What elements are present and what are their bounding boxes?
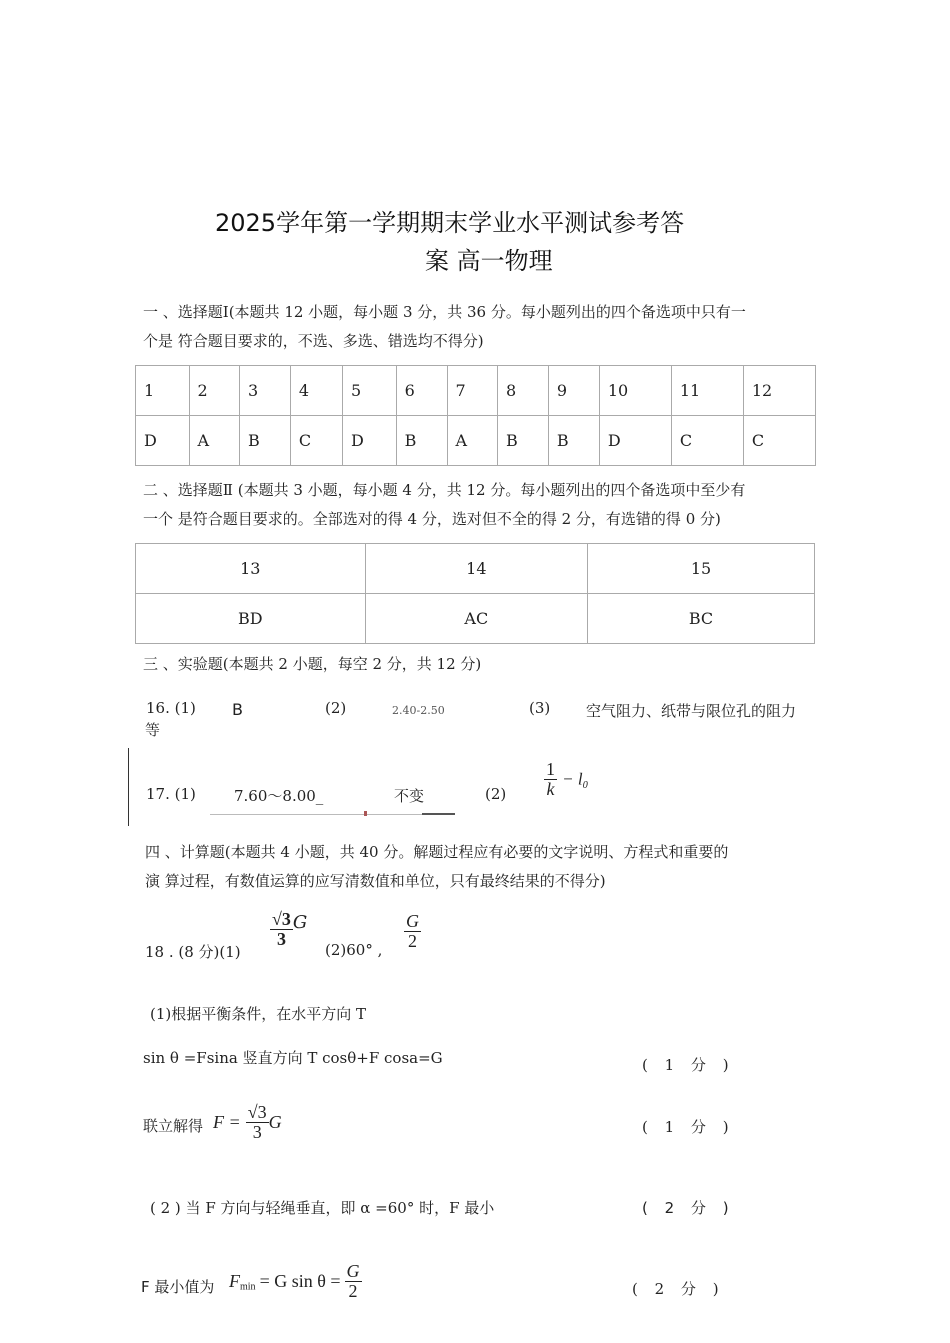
section4-line1: 四 、计算题(本题共 4 小题，共 40 分。解题过程应有必要的文字说明、方程式和重要的 [145,843,729,861]
q16-label: 16. (1) [146,699,196,717]
solution-step-5: F 最小值为 [141,1278,215,1296]
formula-num: 1 [546,759,555,779]
q18-part-2: (2)60° , [325,941,383,959]
formula-lhs: F [229,1270,240,1291]
title-line-2: 案 高一物理 [425,247,553,275]
formula-lhs: F = [213,1111,241,1132]
table1-number-cell: 10 [599,366,671,416]
formula-num: √3 [247,1102,267,1122]
table1-number-cell: 5 [343,366,397,416]
section1-line1: 一 、选择题Ⅰ(本题共 12 小题，每小题 3 分，共 36 分。每小题列出的四个备选项中只有一 [143,303,746,321]
underline-dark [422,813,455,815]
table1-number-cell: 1 [136,366,190,416]
q18-label: 18 . (8 分)(1) [145,943,241,961]
q18-formula-2 [404,912,421,951]
formula-den: k [546,778,555,799]
table1-answer-cell: D [343,416,397,466]
formula-den: 3 [276,928,286,949]
table1-number-cell: 11 [671,366,743,416]
answer-table-2 [135,543,815,644]
table1-number-cell: 12 [743,366,815,416]
margin-line [128,748,129,826]
q16-answer-3: 空气阻力、纸带与限位孔的阻力 [586,702,797,720]
table2-answer-cell: BD [136,594,366,644]
table1-answer-cell: C [290,416,342,466]
q16-part-2: (2) [325,699,347,717]
title-line-1: 2025学年第一学期期末学业水平测试参考答 [215,209,685,237]
solution-step-2: sin θ =Fsina 竖直方向 T cosθ+F cosa=G [143,1049,443,1067]
q17-answer-2-formula [544,760,588,799]
table2-number-cell: 14 [365,544,587,594]
q17-label: 17. (1) [146,785,196,803]
score-2: ( 1 分 ) [642,1118,735,1136]
solution-formula-3 [213,1103,282,1142]
table1-answer-cell: B [548,416,599,466]
solution-step-4: ( 2 ) 当 F 方向与轻绳垂直，即 α =60° 时，F 最小 [150,1199,495,1217]
formula-sub: min [240,1281,256,1293]
table1-answer-cell: C [743,416,815,466]
underline [210,814,454,815]
q16-part-3: (3) [529,699,551,717]
formula-var: G [292,911,308,933]
section1-line2: 个是 符合题目要求的，不选、多选、错选均不得分) [143,332,484,350]
table1-answer-cell: A [447,416,497,466]
q16-answer-3-cont: 等 [145,721,161,739]
table1-answer-cell: D [599,416,671,466]
formula-rest: − l₀ [562,769,589,789]
q16-answer-2: 2.40-2.50 [392,704,445,717]
formula-den: 2 [408,930,417,951]
table2-number-cell: 15 [588,544,815,594]
formula-var: G [268,1111,282,1132]
solution-step-1: (1)根据平衡条件，在水平方向 T [150,1005,367,1023]
table1-answer-cell: A [189,416,239,466]
table2-number-cell: 13 [136,544,366,594]
table1-answer-cell: D [136,416,190,466]
q16-answer-1: B [232,700,243,719]
table1-number-cell: 7 [447,366,497,416]
underline-mark [364,811,367,816]
formula-num: G [346,1261,360,1281]
table2-answer-cell: AC [365,594,587,644]
formula-mid: = G sin θ = [259,1270,341,1291]
table1-number-cell: 8 [497,366,548,416]
q17-answer-1b: 不变 [394,787,425,805]
table1-number-cell: 2 [189,366,239,416]
table1-answer-cell: B [396,416,447,466]
table1-number-cell: 4 [290,366,342,416]
table1-number-cell: 6 [396,366,447,416]
formula-den: 2 [348,1280,358,1301]
q17-answer-1: 7.60～8.00_ [234,787,324,805]
section4-line2: 演 算过程，有数值运算的应写清数值和单位，只有最终结果的不得分) [145,872,606,890]
solution-step-3: 联立解得 [143,1117,204,1135]
score-3: ( 2 分 ) [642,1199,735,1217]
table1-answer-cell: B [497,416,548,466]
formula-den: 3 [252,1121,262,1142]
score-4: ( 2 分 ) [632,1280,725,1298]
score-1: ( 1 分 ) [642,1056,735,1074]
answer-table-1 [135,365,816,466]
table1-number-cell: 3 [239,366,290,416]
section3-heading: 三 、实验题(本题共 2 小题，每空 2 分，共 12 分) [143,655,482,673]
q17-part-2: (2) [485,785,507,803]
formula-num: √3 [272,909,291,929]
table2-answer-cell: BC [588,594,815,644]
formula-num: G [406,911,419,931]
q18-formula-1 [270,910,307,949]
table1-number-cell: 9 [548,366,599,416]
solution-formula-5 [229,1262,362,1301]
section2-line1: 二 、选择题Ⅱ (本题共 3 小题，每小题 4 分，共 12 分。每小题列出的四个备选项中至少有 [143,481,746,499]
table1-answer-cell: B [239,416,290,466]
section2-line2: 一个 是符合题目要求的。全部选对的得 4 分，选对但不全的得 2 分，有选错的得 0 分) [143,510,721,528]
table1-answer-cell: C [671,416,743,466]
